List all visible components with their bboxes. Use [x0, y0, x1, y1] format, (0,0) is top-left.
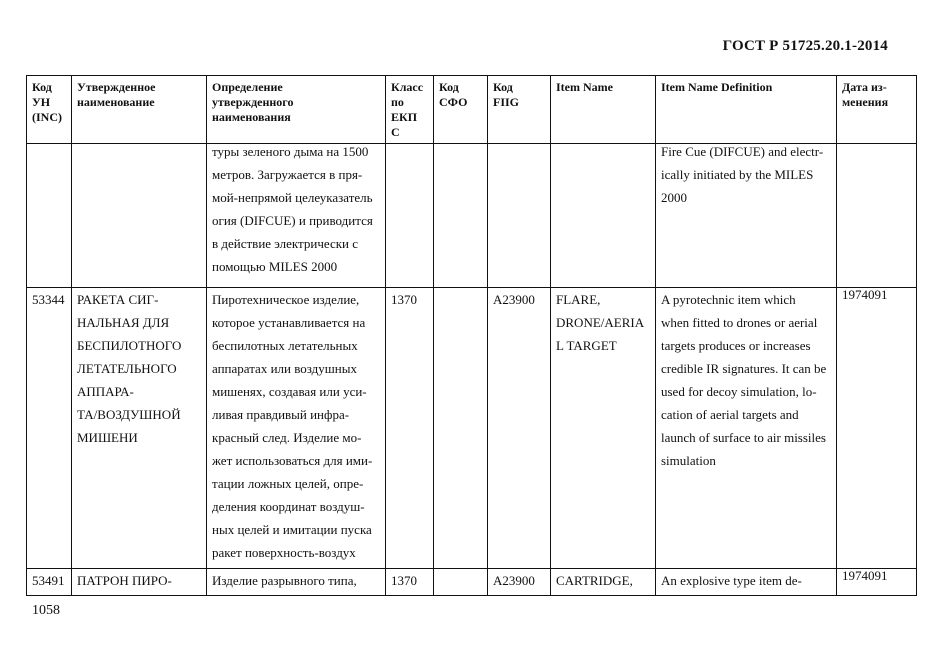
text-line: Определение: [212, 80, 283, 94]
text-line: ракет поверхность-воздух: [212, 545, 356, 560]
text-line: L TARGET: [556, 338, 617, 353]
page-number: 1058: [32, 603, 60, 618]
text-line: Код: [493, 80, 513, 94]
text-line: в действие электрически с: [212, 236, 359, 251]
text-line: Класс: [391, 80, 424, 94]
cell-definition: [207, 288, 386, 569]
col-header-inc: [27, 76, 72, 144]
cell-change-date: [837, 569, 917, 596]
cell-definition: [207, 569, 386, 596]
cell-sfo: [434, 144, 488, 288]
text-line: ных целей и имитации пуска: [212, 522, 372, 537]
text-line: 1974091: [842, 287, 888, 302]
col-header-approved-name: [72, 76, 207, 144]
text-line: cation of aerial targets and: [661, 407, 799, 422]
text-line: A23900: [493, 292, 535, 307]
text-line: 1974091: [842, 568, 888, 583]
cell-item-name: [551, 569, 656, 596]
text-line: мой-непрямой целеуказатель: [212, 190, 373, 205]
text-line: Дата из-: [842, 80, 887, 94]
text-line: УН: [32, 95, 51, 109]
text-line: 1370: [391, 573, 417, 588]
text-line: С: [391, 125, 400, 139]
text-line: СФО: [439, 95, 468, 109]
text-line: деления координат воздуш-: [212, 499, 365, 514]
text-line: credible IR signatures. It can be: [661, 361, 827, 376]
text-line: 1370: [391, 292, 417, 307]
text-line: FIIG: [493, 95, 520, 109]
cell-definition: [207, 144, 386, 288]
text-line: наименования: [212, 110, 291, 124]
text-line: Item Name Definition: [661, 80, 773, 94]
text-line: ПАТРОН ПИРО-: [77, 573, 172, 588]
table-row: [27, 144, 917, 288]
document-code: ГОСТ Р 51725.20.1-2014: [722, 38, 888, 54]
text-line: БЕСПИЛОТНОГО: [77, 338, 182, 353]
cell-inc: [27, 144, 72, 288]
text-line: мишенях, создавая или уси-: [212, 384, 367, 399]
text-line: красный след. Изделие мо-: [212, 430, 362, 445]
text-line: ЕКП: [391, 110, 418, 124]
text-line: CARTRIDGE,: [556, 573, 633, 588]
col-header-class: [386, 76, 434, 144]
cell-item-name-definition: [656, 569, 837, 596]
text-line: тации ложных целей, опре-: [212, 476, 364, 491]
cell-item-name-definition: [656, 288, 837, 569]
text-line: ливая правдивый инфра-: [212, 407, 350, 422]
cell-sfo: [434, 288, 488, 569]
text-line: A pyrotechnic item which: [661, 292, 796, 307]
text-line: targets produces or increases: [661, 338, 811, 353]
cell-fiig: [488, 569, 551, 596]
cell-approved-name: [72, 288, 207, 569]
text-line: беспилотных летательных: [212, 338, 358, 353]
text-line: огия (DIFCUE) и приводится: [212, 213, 373, 228]
cell-class: [386, 144, 434, 288]
cell-change-date: [837, 288, 917, 569]
text-line: ТА/ВОЗДУШНОЙ: [77, 407, 181, 422]
cell-class: [386, 288, 434, 569]
text-line: simulation: [661, 453, 716, 468]
text-line: наименование: [77, 95, 155, 109]
cell-approved-name: [72, 569, 207, 596]
text-line: которое устанавливается на: [212, 315, 366, 330]
text-line: A23900: [493, 573, 535, 588]
text-line: помощью MILES 2000: [212, 259, 338, 274]
col-header-item-name: [551, 76, 656, 144]
col-header-change-date: [837, 76, 917, 144]
table-row: [27, 288, 917, 569]
col-header-fiig: [488, 76, 551, 144]
text-line: launch of surface to air missiles: [661, 430, 826, 445]
text-line: РАКЕТА СИГ-: [77, 292, 159, 307]
text-line: FLARE,: [556, 292, 601, 307]
table-row: [27, 569, 917, 596]
text-line: ЛЕТАТЕЛЬНОГО: [77, 361, 177, 376]
cell-fiig: [488, 144, 551, 288]
text-line: жет использоваться для ими-: [212, 453, 373, 468]
cell-item-name: [551, 288, 656, 569]
text-line: when fitted to drones or aerial: [661, 315, 818, 330]
text-line: Код: [439, 80, 459, 94]
cell-item-name-definition: [656, 144, 837, 288]
cell-class: [386, 569, 434, 596]
text-line: DRONE/AERIA: [556, 315, 645, 330]
catalog-table: [26, 75, 917, 596]
text-line: АППАРА-: [77, 384, 134, 399]
cell-sfo: [434, 569, 488, 596]
cell-item-name: [551, 144, 656, 288]
cell-change-date: [837, 144, 917, 288]
text-line: утвержденного: [212, 95, 294, 109]
text-line: 2000: [661, 190, 687, 205]
cell-inc: [27, 288, 72, 569]
text-line: метров. Загружается в пря-: [212, 167, 363, 182]
col-header-item-name-definition: [656, 76, 837, 144]
text-line: Код: [32, 80, 52, 94]
cell-fiig: [488, 288, 551, 569]
text-line: 53344: [32, 292, 65, 307]
text-line: НАЛЬНАЯ ДЛЯ: [77, 315, 170, 330]
text-line: (INC): [32, 110, 62, 124]
text-line: МИШЕНИ: [77, 430, 138, 445]
text-line: Item Name: [556, 80, 613, 94]
text-line: аппаратах или воздушных: [212, 361, 357, 376]
text-line: менения: [842, 95, 889, 109]
col-header-definition: [207, 76, 386, 144]
text-line: по: [391, 95, 404, 109]
text-line: Пиротехническое изделие,: [212, 292, 360, 307]
text-line: Утвержденное: [77, 80, 156, 94]
text-line: туры зеленого дыма на 1500: [212, 144, 369, 159]
text-line: ically initiated by the MILES: [661, 167, 814, 182]
cell-inc: [27, 569, 72, 596]
text-line: used for decoy simulation, lo-: [661, 384, 817, 399]
col-header-sfo: [434, 76, 488, 144]
table-header-row: [27, 76, 917, 144]
cell-approved-name: [72, 144, 207, 288]
text-line: An explosive type item de-: [661, 573, 802, 588]
text-line: 53491: [32, 573, 65, 588]
text-line: Изделие разрывного типа,: [212, 573, 357, 588]
text-line: Fire Cue (DIFCUE) and electr-: [661, 144, 824, 159]
